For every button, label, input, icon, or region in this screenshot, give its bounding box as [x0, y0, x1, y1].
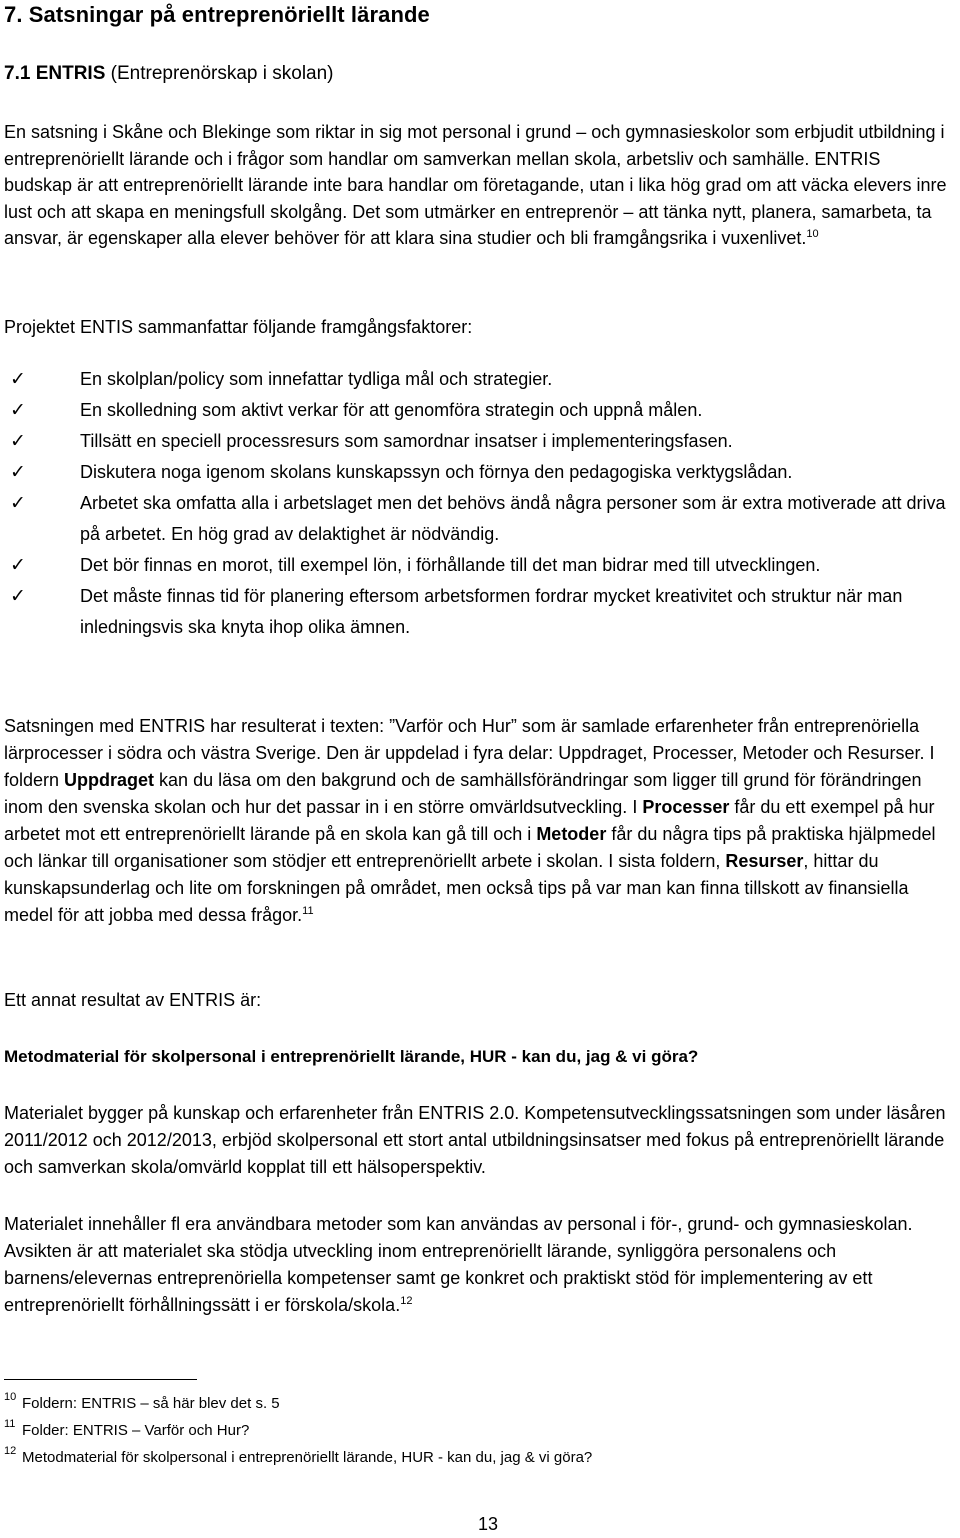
other-result: Ett annat resultat av ENTRIS är: [4, 990, 262, 1010]
list-item [4, 550, 952, 581]
list-item [4, 364, 952, 395]
footnote [4, 1390, 952, 1417]
footnote-number: 10 [4, 1391, 17, 1403]
footnote [4, 1444, 952, 1471]
result-bold-resurser: Resurser [725, 851, 804, 871]
result-text: kan du läsa om den bakgrund och de samhällsförändringar som ligger till grund för förändringen inom den svenska skolan och hur det passar in i en större omvärldsutveckling. I [4, 770, 922, 817]
footnote-number: 11 [4, 1418, 16, 1430]
footnotes [4, 1390, 952, 1471]
result-paragraph [4, 713, 952, 929]
list-item [4, 426, 952, 457]
footnote-text: Folder: ENTRIS – Varför och Hur? [22, 1422, 250, 1439]
page-number: 13 [477, 1514, 499, 1534]
check-icon: ✓ [10, 431, 26, 452]
list-item [4, 395, 952, 426]
summary-intro: Projektet ENTIS sammanfattar följande framgångsfaktorer: [4, 317, 473, 337]
check-icon: ✓ [10, 493, 26, 514]
result-text: får du ett exempel på hur arbetet mot ett entreprenöriellt lärande på en skola kan gå till och i [4, 797, 935, 844]
material-basis-paragraph: Materialet bygger på kunskap och erfarenheter från ENTRIS 2.0. Kompetensutvecklingssatsningen som under läsåren 2011/2012 och 2012/2013, erbjöd skolpersonal ett stort antal utbildningsinsatser med fokus på entreprenöriellt lärande och samverkan skola/omvärld kopplat till ett hälsoperspektiv. [4, 1103, 946, 1177]
result-text: Satsningen med ENTRIS har resulterat i texten: ”Varför och Hur” som är samlade erfarenheter från entreprenöriella lärprocesser i södra och västra Sverige. Den är uppdelad i fyra delar: Uppdraget, Processer, Metoder och Resurser. I foldern [4, 716, 935, 790]
list-item [4, 457, 952, 488]
list-item-text: En skolledning som aktivt verkar för att genomföra strategin och uppnå målen. [80, 400, 703, 420]
footnote-text: Foldern: ENTRIS – så här blev det s. 5 [22, 1395, 280, 1412]
intro-text: En satsning i Skåne och Blekinge som riktar in sig mot personal i grund – och gymnasieskolor som erbjudit utbildning i entreprenöriellt lärande och i frågor som handlar om samverkan mellan skola, arbetsliv och samhälle. ENTRIS budskap är att entreprenöriellt lärande inte bara handlar om företagande, utan i lika hög grad om att väcka elevers inre lust och att skapa en meningsfull skolgång. Det som utmärker en entreprenör – att tänka nytt, planera, samarbeta, ta ansvar, är egenskaper alla elever behöver för att klara sina studier och bli framgångsrika i vuxenlivet. [4, 122, 947, 248]
result-bold-uppdraget: Uppdraget [64, 770, 155, 790]
success-factor-list [4, 364, 952, 643]
section-number: 7.1 [4, 63, 31, 84]
result-text: , hittar du kunskapsunderlag och lite om forskningen på området, men också tips på var man kan finna tillskott av finansiella medel för att jobba med dessa frågor. [4, 851, 909, 925]
intro-paragraph [4, 119, 952, 252]
check-icon: ✓ [10, 586, 26, 607]
result-bold-metoder: Metoder [536, 824, 607, 844]
section-name: ENTRIS [35, 63, 106, 84]
list-item-text: En skolplan/policy som innefattar tydliga mål och strategier. [80, 369, 553, 389]
list-item-text: Arbetet ska omfatta alla i arbetslaget men det behövs ändå några personer som är extra motiverade att driva på arbetet. En hög grad av delaktighet är nödvändig. [80, 493, 946, 544]
footnote-separator [4, 1379, 197, 1380]
list-item-text: Det bör finnas en morot, till exempel lön, i förhållande till det man bidrar med till utvecklingen. [80, 555, 821, 575]
result-text: får du några tips på praktiska hjälpmedel och länkar till organisationer som stödjer ett entreprenöriellt arbete i skolan. I sista foldern, [4, 824, 936, 871]
check-icon: ✓ [10, 400, 26, 421]
footnote-number: 12 [4, 1445, 17, 1457]
check-icon: ✓ [10, 462, 26, 483]
footnote-text: Metodmaterial för skolpersonal i entreprenöriellt lärande, HUR - kan du, jag & vi göra? [22, 1449, 593, 1466]
material-contents-text: Materialet innehåller fl era användbara metoder som kan användas av personal i för-, grund- och gymnasieskolan. Avsikten är att materialet ska stödja utveckling inom entreprenöriellt lärande, synliggöra personalens och barnens/elevernas entreprenöriella kompetenser samt ge konkret och praktiskt stöd för implementering av ett entreprenöriellt förhållningssätt i er förskola/skola. [4, 1214, 913, 1315]
section-heading [4, 63, 334, 85]
footnote-ref-10: 10 [806, 228, 819, 240]
chapter-heading: 7. Satsningar på entreprenöriellt lärande [4, 2, 430, 27]
material-contents-paragraph [4, 1211, 952, 1319]
check-icon: ✓ [10, 555, 26, 576]
list-item-text: Tillsätt en speciell processresurs som samordnar insatser i implementeringsfasen. [80, 431, 733, 451]
section-subtitle: (Entreprenörskap i skolan) [110, 63, 334, 84]
material-title: Metodmaterial för skolpersonal i entreprenöriellt lärande, HUR - kan du, jag & vi göra? [4, 1047, 699, 1066]
list-item-text: Diskutera noga igenom skolans kunskapssyn och förnya den pedagogiska verktygslådan. [80, 462, 793, 482]
list-item-text: Det måste finnas tid för planering eftersom arbetsformen fordrar mycket kreativitet och struktur när man inledningsvis ska knyta ihop olika ämnen. [80, 586, 903, 637]
footnote-ref-11: 11 [302, 905, 314, 917]
list-item [4, 581, 952, 643]
check-icon: ✓ [10, 369, 26, 390]
footnote [4, 1417, 952, 1444]
list-item [4, 488, 952, 550]
result-bold-processer: Processer [642, 797, 730, 817]
footnote-ref-12: 12 [400, 1295, 413, 1307]
